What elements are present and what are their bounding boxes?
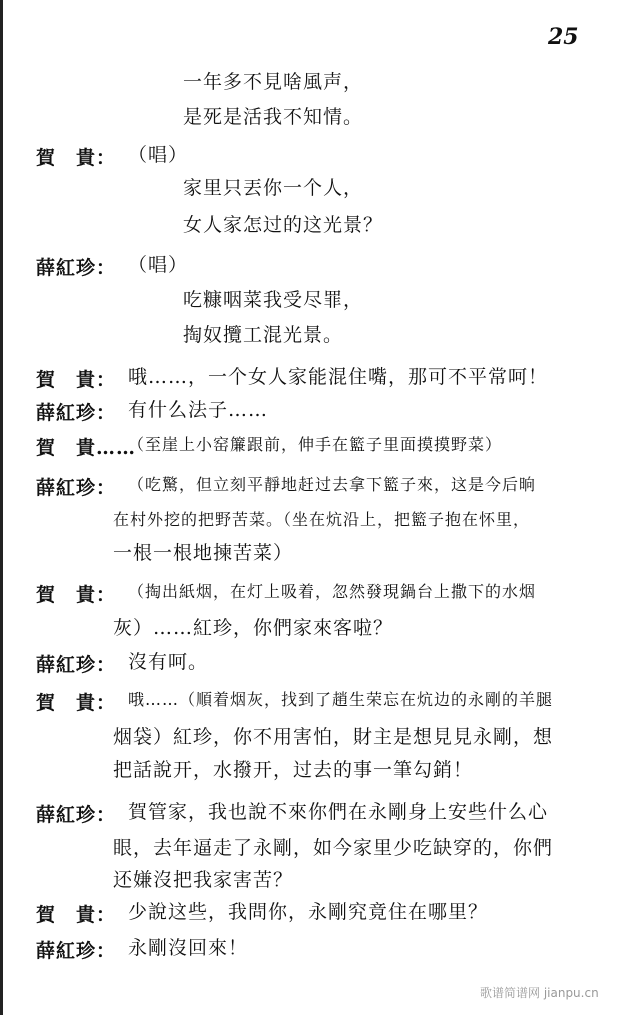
speaker-name: 薛紅珍：	[36, 940, 117, 962]
script-line: 烟袋）紅珍，你不用害怕，財主是想見見永剛，想	[113, 726, 554, 748]
script-line: 掏奴攬工混光景。	[183, 324, 344, 346]
script-line: 吃糠咽菜我受尽罪，	[183, 289, 364, 311]
speaker-name: 賀 貴：	[36, 904, 117, 926]
script-line: 少說这些，我問你，永剛究竟住在哪里？	[128, 901, 489, 923]
script-line: 一年多不見啥風声，	[183, 71, 364, 93]
script-line: （掏出紙烟，在灯上吸着，忽然發現鍋台上撒下的水烟	[128, 582, 537, 601]
script-line: 还嫌沒把我家害苦？	[113, 869, 294, 891]
page-number: 25	[548, 24, 579, 50]
script-line: （唱）	[128, 144, 189, 166]
script-line: （唱）	[128, 254, 189, 276]
speaker-name: 薛紅珍：	[36, 257, 117, 279]
speaker-name: 薛紅珍：	[36, 477, 117, 499]
script-line: 永剛沒回來！	[128, 937, 249, 959]
script-line: （至崖上小窑簾跟前，伸手在籃子里面摸摸野菜）	[128, 435, 503, 454]
speaker-name: 薛紅珍：	[36, 654, 117, 676]
script-line: 哦……（順着烟灰，找到了趙生荣忘在炕边的永剛的羊腿	[128, 690, 554, 709]
speaker-name: 賀 貴：	[36, 584, 117, 606]
speaker-name: 賀 貴：	[36, 147, 117, 169]
script-line: 一根一根地揀苦菜）	[113, 542, 294, 564]
speaker-name: 賀 貴……	[36, 437, 137, 459]
script-line: 眼，去年逼走了永剛，如今家里少吃缺穿的，你們	[113, 837, 554, 859]
speaker-name: 薛紅珍：	[36, 804, 117, 826]
script-line: 在村外挖的把野苦菜。（坐在炕沿上，把籃子抱在怀里，	[113, 510, 531, 529]
scan-edge	[0, 0, 3, 1015]
script-line: 哦……，一个女人家能混住嘴，那可不平常呵！	[128, 366, 549, 388]
script-line: 賀管家，我也說不來你們在永剛身上安些什么心	[128, 801, 549, 823]
script-line: 是死是活我不知情。	[183, 106, 364, 128]
script-line: 家里只丟你一个人，	[183, 177, 364, 199]
speaker-name: 賀 貴：	[36, 369, 117, 391]
script-line: 灰）……紅珍，你們家來客啦？	[113, 617, 394, 639]
watermark: 歌谱简谱网 jianpu.cn	[480, 986, 599, 1000]
speaker-name: 賀 貴：	[36, 692, 117, 714]
script-line: 把話說开，水撥开，过去的事一筆勾銷！	[113, 759, 474, 781]
script-line: 沒有呵。	[128, 651, 209, 673]
script-line: 有什么法子……	[128, 399, 269, 421]
script-line: 女人家怎过的这光景？	[183, 214, 384, 236]
speaker-name: 薛紅珍：	[36, 402, 117, 424]
script-line: （吃驚，但立刻平靜地赶过去拿下籃子來，这是今后晌	[128, 475, 537, 494]
